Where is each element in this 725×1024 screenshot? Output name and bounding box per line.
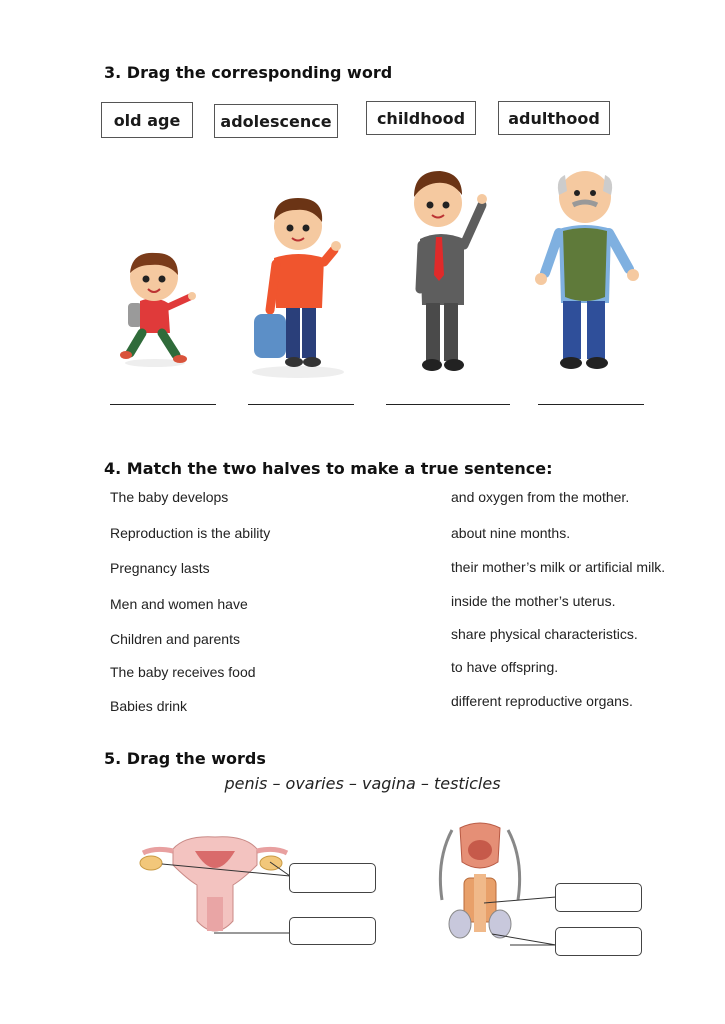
left-half-1[interactable]: The baby develops: [110, 489, 229, 505]
word-bank: penis – ovaries – vagina – testicles: [224, 774, 501, 793]
word-adolescence[interactable]: adolescence: [214, 104, 338, 138]
left-half-5[interactable]: Children and parents: [110, 631, 240, 647]
right-half-6[interactable]: to have offspring.: [451, 659, 559, 675]
right-half-3[interactable]: their mother’s milk or artificial milk.: [451, 559, 666, 575]
male-dropbox-penis[interactable]: [555, 883, 642, 912]
left-half-6[interactable]: The baby receives food: [110, 664, 256, 680]
word-adulthood[interactable]: adulthood: [498, 101, 610, 135]
left-half-7[interactable]: Babies drink: [110, 698, 188, 714]
male-dropbox-testicles[interactable]: [555, 927, 642, 956]
right-half-7[interactable]: different reproductive organs.: [451, 693, 633, 709]
section4-heading: 4. Match the two halves to make a true sentence:: [104, 459, 553, 478]
word-childhood[interactable]: childhood: [366, 101, 476, 135]
section3-heading: 3. Drag the corresponding word: [104, 63, 393, 82]
right-half-4[interactable]: inside the mother’s uterus.: [451, 593, 616, 609]
right-half-1[interactable]: and oxygen from the mother.: [451, 489, 630, 505]
left-half-3[interactable]: Pregnancy lasts: [110, 560, 210, 576]
left-half-4[interactable]: Men and women have: [110, 596, 248, 612]
right-half-5[interactable]: share physical characteristics.: [451, 626, 638, 642]
left-half-2[interactable]: Reproduction is the ability: [110, 525, 271, 541]
right-half-2[interactable]: about nine months.: [451, 525, 571, 541]
section5-heading: 5. Drag the words: [104, 749, 266, 768]
word-old-age[interactable]: old age: [101, 102, 193, 138]
